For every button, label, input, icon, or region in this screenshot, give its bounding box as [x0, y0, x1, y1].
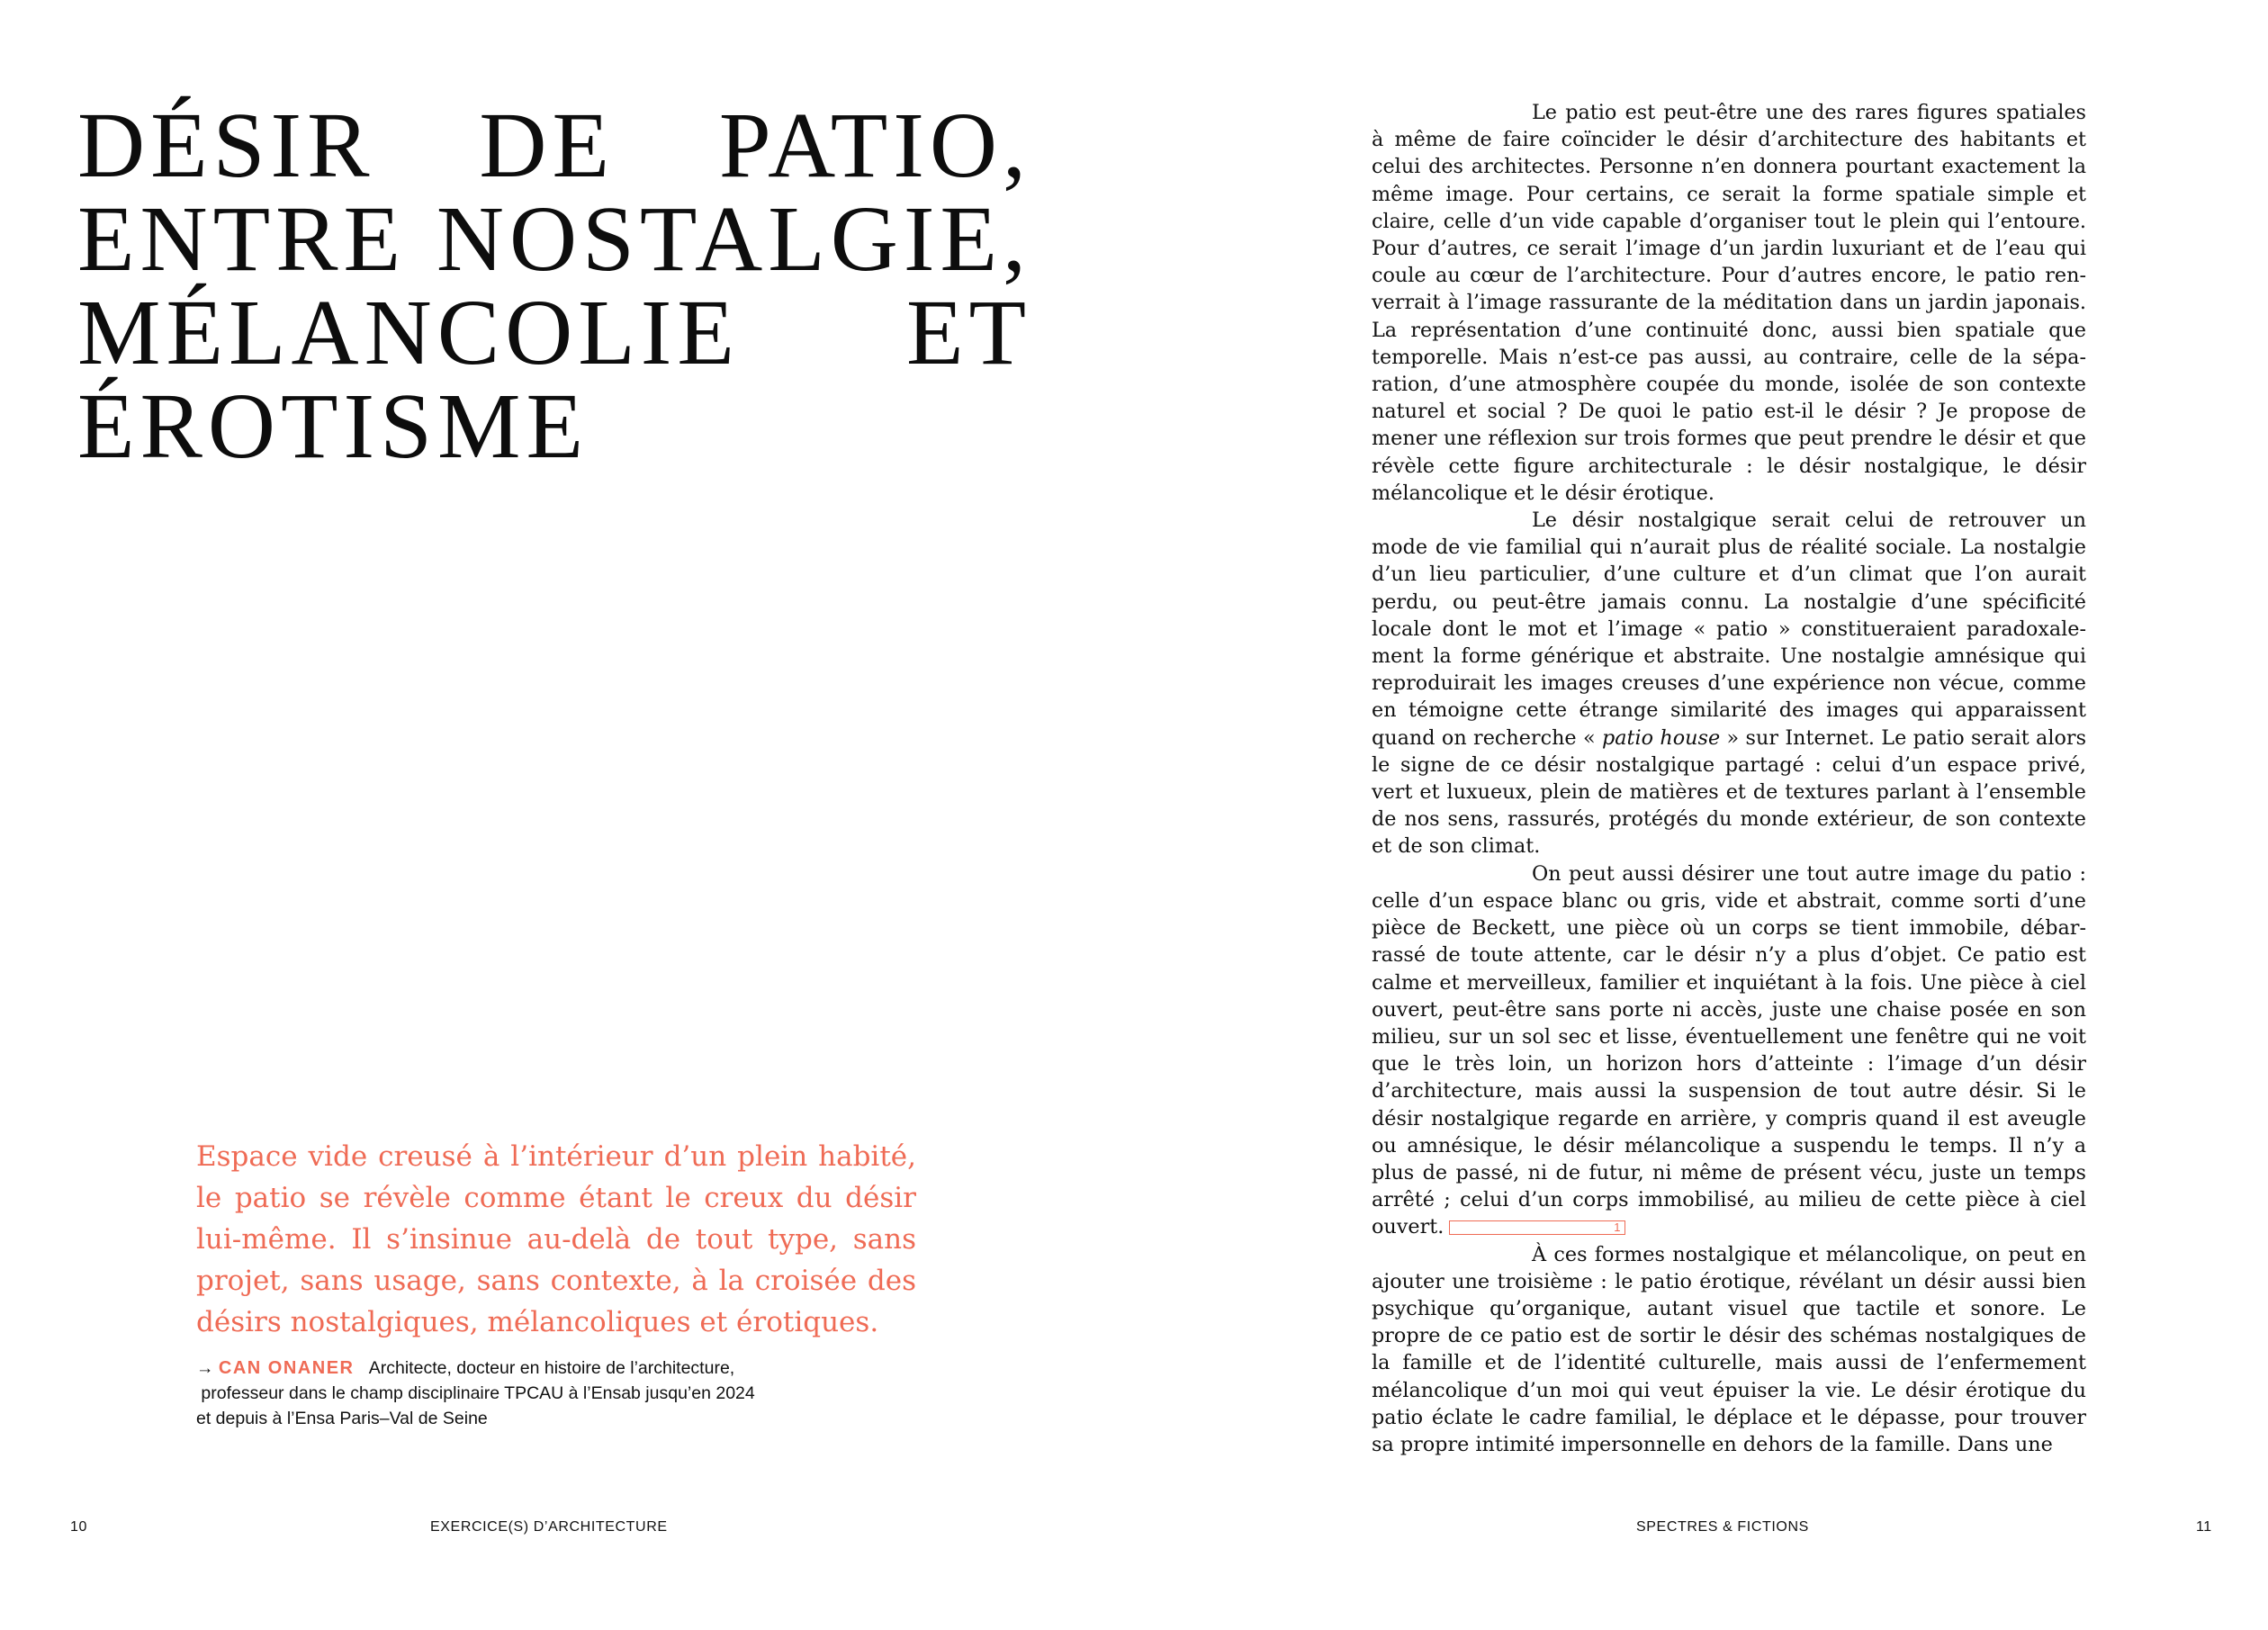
- title-word: ET: [905, 281, 1031, 384]
- title-word: ÉROTISME: [77, 374, 589, 478]
- body-paragraph: Le patio est peut-être une des rares figures spatiales à même de faire coïncider le désir d’architecture des habitants et celui des architectes. Personne n’en donnera pourtant exactement la même image. Pour certains, ce serait la forme spatiale simple et claire, celle d’un vide capable d’organiser tout le plein qui l’entoure. Pour d’autres, ce serait l’image d’un jardin luxuriant et de l’eau qui coule au cœur de l’architecture. Pour d’autres encore, le patio renverrait à l’image rassurante de la méditation dans un jardin japonais. La représentation d’une continuité donc, aussi bien spatiale que temporelle. Mais n’est-ce pas aussi, au contraire, celle de la séparation, d’une atmosphère coupée du monde, isolée de son contexte naturel et social ? De quoi le patio est-il le désir ? Je propose de mener une réflexion sur trois formes que peut prendre le désir et que révèle cette figure architecturale : le désir nostalgique, le désir mélancolique et le désir érotique.: [1372, 101, 2086, 505]
- author-credit: [196, 1355, 844, 1431]
- body-text-run: » sur Internet. Le patio serait alors le signe de ce désir nostalgique partagé : celui d’un espace privé, vert et luxueux, plein de matières et de textures parlant à l’ensemble de nos sens, rassurés, protégés du monde extérieur, de son contexte et de son climat.: [1372, 725, 2087, 859]
- title-line-4: [77, 374, 1031, 478]
- author-bio-line: Architecte, docteur en histoire de l’architecture,: [368, 1358, 735, 1378]
- title-word: ENTRE: [77, 187, 407, 291]
- lead-paragraph: Espace vide creusé à l’intérieur d’un plein habité, le patio se révèle comme étant le creux du désir lui-même. Il s’insinue au-delà de tout type, sans projet, sans usage, sans contexte, à la croisée des désirs nostalgiques, mélancoliques et érotiques.: [196, 1140, 916, 1338]
- article-title: [77, 94, 1031, 478]
- author-name: CAN ONANER: [218, 1358, 355, 1378]
- author-bio-line: professeur dans le champ disciplinaire TPCAU à l’Ensab jusqu’en 2024: [201, 1383, 755, 1403]
- title-word: DÉSIR: [77, 94, 375, 197]
- body-paragraph: À ces formes nostalgique et mélancolique, on peut en ajouter une troisième : le patio érotique, révélant un désir aussi bien psychique qu’organique, autant visuel que tactile et sonore. Le propre de ce patio est de sortir le désir des schémas nostalgiques de la famille et de l’identité culturelle, mais aussi de l’enfermement mélancolique d’un moi qui veut épuiser la vie. Le désir érotique du patio éclate le cadre familial, le déplace et le dépasse, pour trouver sa propre intimité impersonnelle en dehors de la famille. Dans une: [1372, 1242, 2086, 1456]
- running-head: SPECTRES & FICTIONS: [1636, 1519, 1809, 1535]
- title-word: MÉLANCOLIE: [77, 281, 740, 384]
- title-line-3: [77, 281, 1031, 384]
- title-word: NOSTALGIE,: [436, 187, 1031, 291]
- page-number: 11: [2196, 1519, 2212, 1535]
- title-line-1: [77, 94, 1031, 197]
- author-bio-line: et depuis à l’Ensa Paris–Val de Seine: [196, 1409, 488, 1428]
- title-line-2: [77, 187, 1031, 291]
- right-page: [1134, 0, 2268, 1630]
- running-head: EXERCICE(S) D’ARCHITECTURE: [430, 1519, 668, 1535]
- body-text-run: On peut aussi désirer une tout autre image du patio : celle d’un espace blanc ou gris, vide et abstrait, comme sorti d’une pièce de Beckett, une pièce où un corps se tient immobile, débarrassé de toute attente, car le désir n’y a plus d’objet. Ce patio est calme et merveilleux, familier et inquiétant à la fois. Une pièce à ciel ouvert, peut-être sans porte ni accès, juste une chaise posée en son milieu, sur un sol sec et lisse, éventuellement une fenêtre qui ne voit que le très loin, un horizon hors d’atteinte : l’image d’un désir d’architecture, mais aussi la suspension de tout autre désir. Si le désir nostalgique regarde en arrière, y compris quand il est aveugle ou amnésique, le désir mélancolique a suspendu le temps. Il n’y a plus de passé, ni de futur, ni même de présent vécu, juste un temps arrêté ; celui d’un corps immobilisé, au milieu de cette pièce à ciel ouvert.: [1372, 861, 2086, 1239]
- footnote-marker[interactable]: 1: [1449, 1220, 1624, 1235]
- page-number: 10: [70, 1519, 87, 1535]
- body-text: [1372, 99, 2086, 1458]
- body-paragraph: [1372, 507, 2086, 860]
- italic-term: patio house: [1601, 725, 1721, 750]
- body-text-run: Le désir nostalgique serait celui de retrouver un mode de vie familial qui n’aurait plus de réalité sociale. La nostalgie d’un lieu particulier, d’une culture et d’un climat que l’on aurait perdu, ou peut-être jamais connu. La nostalgie d’une spécificité locale dont le mot et l’image « patio » constitueraient paradoxalement la forme générique et abstraite. Une nostalgie amnésique qui reproduirait les images creuses d’une expérience non vécue, comme en témoigne cette étrange similarité des images qui apparaissent quand on recherche «: [1372, 509, 2086, 750]
- title-word: PATIO,: [718, 94, 1031, 197]
- arrow-right-icon: →: [196, 1358, 214, 1378]
- body-paragraph: [1372, 860, 2086, 1241]
- title-word: DE: [479, 94, 615, 197]
